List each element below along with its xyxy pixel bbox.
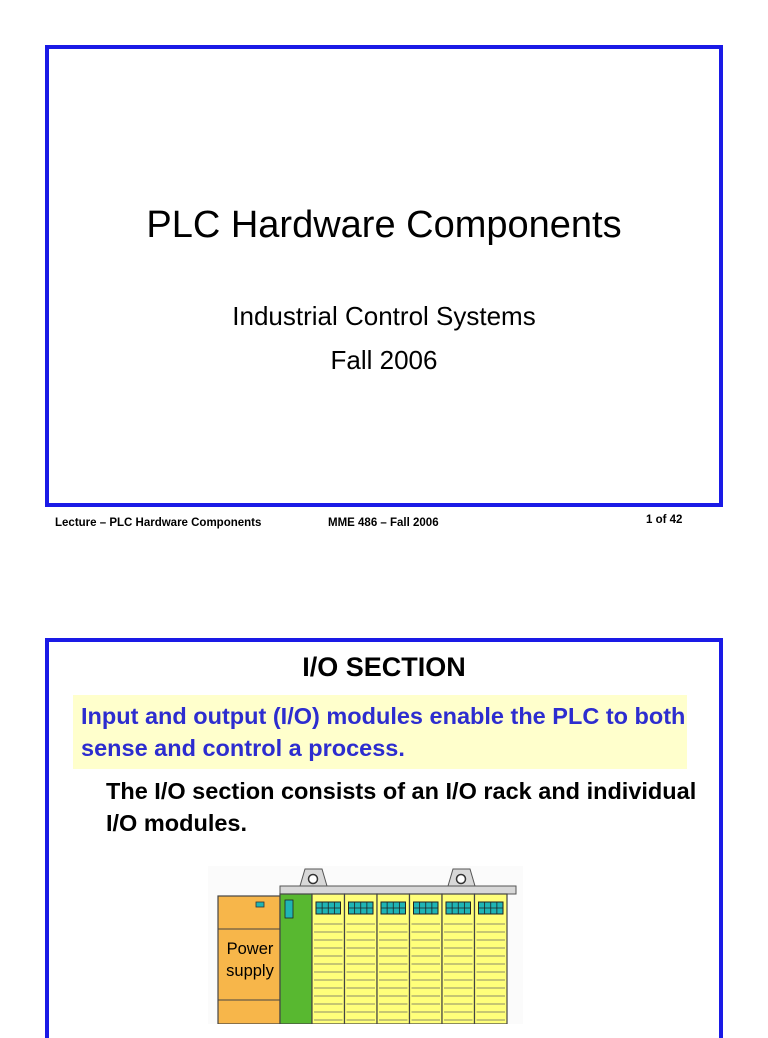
io-modules — [312, 894, 507, 1024]
power-supply-label: Power supply — [226, 940, 274, 980]
io-module — [312, 894, 345, 1024]
io-module — [475, 894, 508, 1024]
body-text: The I/O section consists of an I/O rack and individual I/O modules. — [106, 778, 697, 836]
footer-page-number: 1 of 42 — [646, 514, 683, 526]
io-module — [377, 894, 410, 1024]
power-led-icon — [256, 902, 264, 907]
io-module — [345, 894, 378, 1024]
mount-hole-left-icon — [309, 875, 318, 884]
footer-course: MME 486 – Fall 2006 — [328, 517, 439, 529]
subtitle-term: Fall 2006 — [330, 345, 438, 375]
footer-lecture-title: Lecture – PLC Hardware Components — [55, 517, 262, 529]
slide-title: I/O SECTION — [302, 652, 466, 682]
slide-title: PLC Hardware Components — [146, 204, 622, 246]
processor-led-icon — [285, 900, 293, 918]
io-module — [442, 894, 475, 1024]
highlight-text: Input and output (I/O) modules enable the PLC to both sense and control a process. — [81, 703, 686, 761]
subtitle-course: Industrial Control Systems — [232, 301, 536, 331]
rack-top-rail — [280, 886, 516, 894]
io-module — [410, 894, 443, 1024]
mount-hole-right-icon — [457, 875, 466, 884]
